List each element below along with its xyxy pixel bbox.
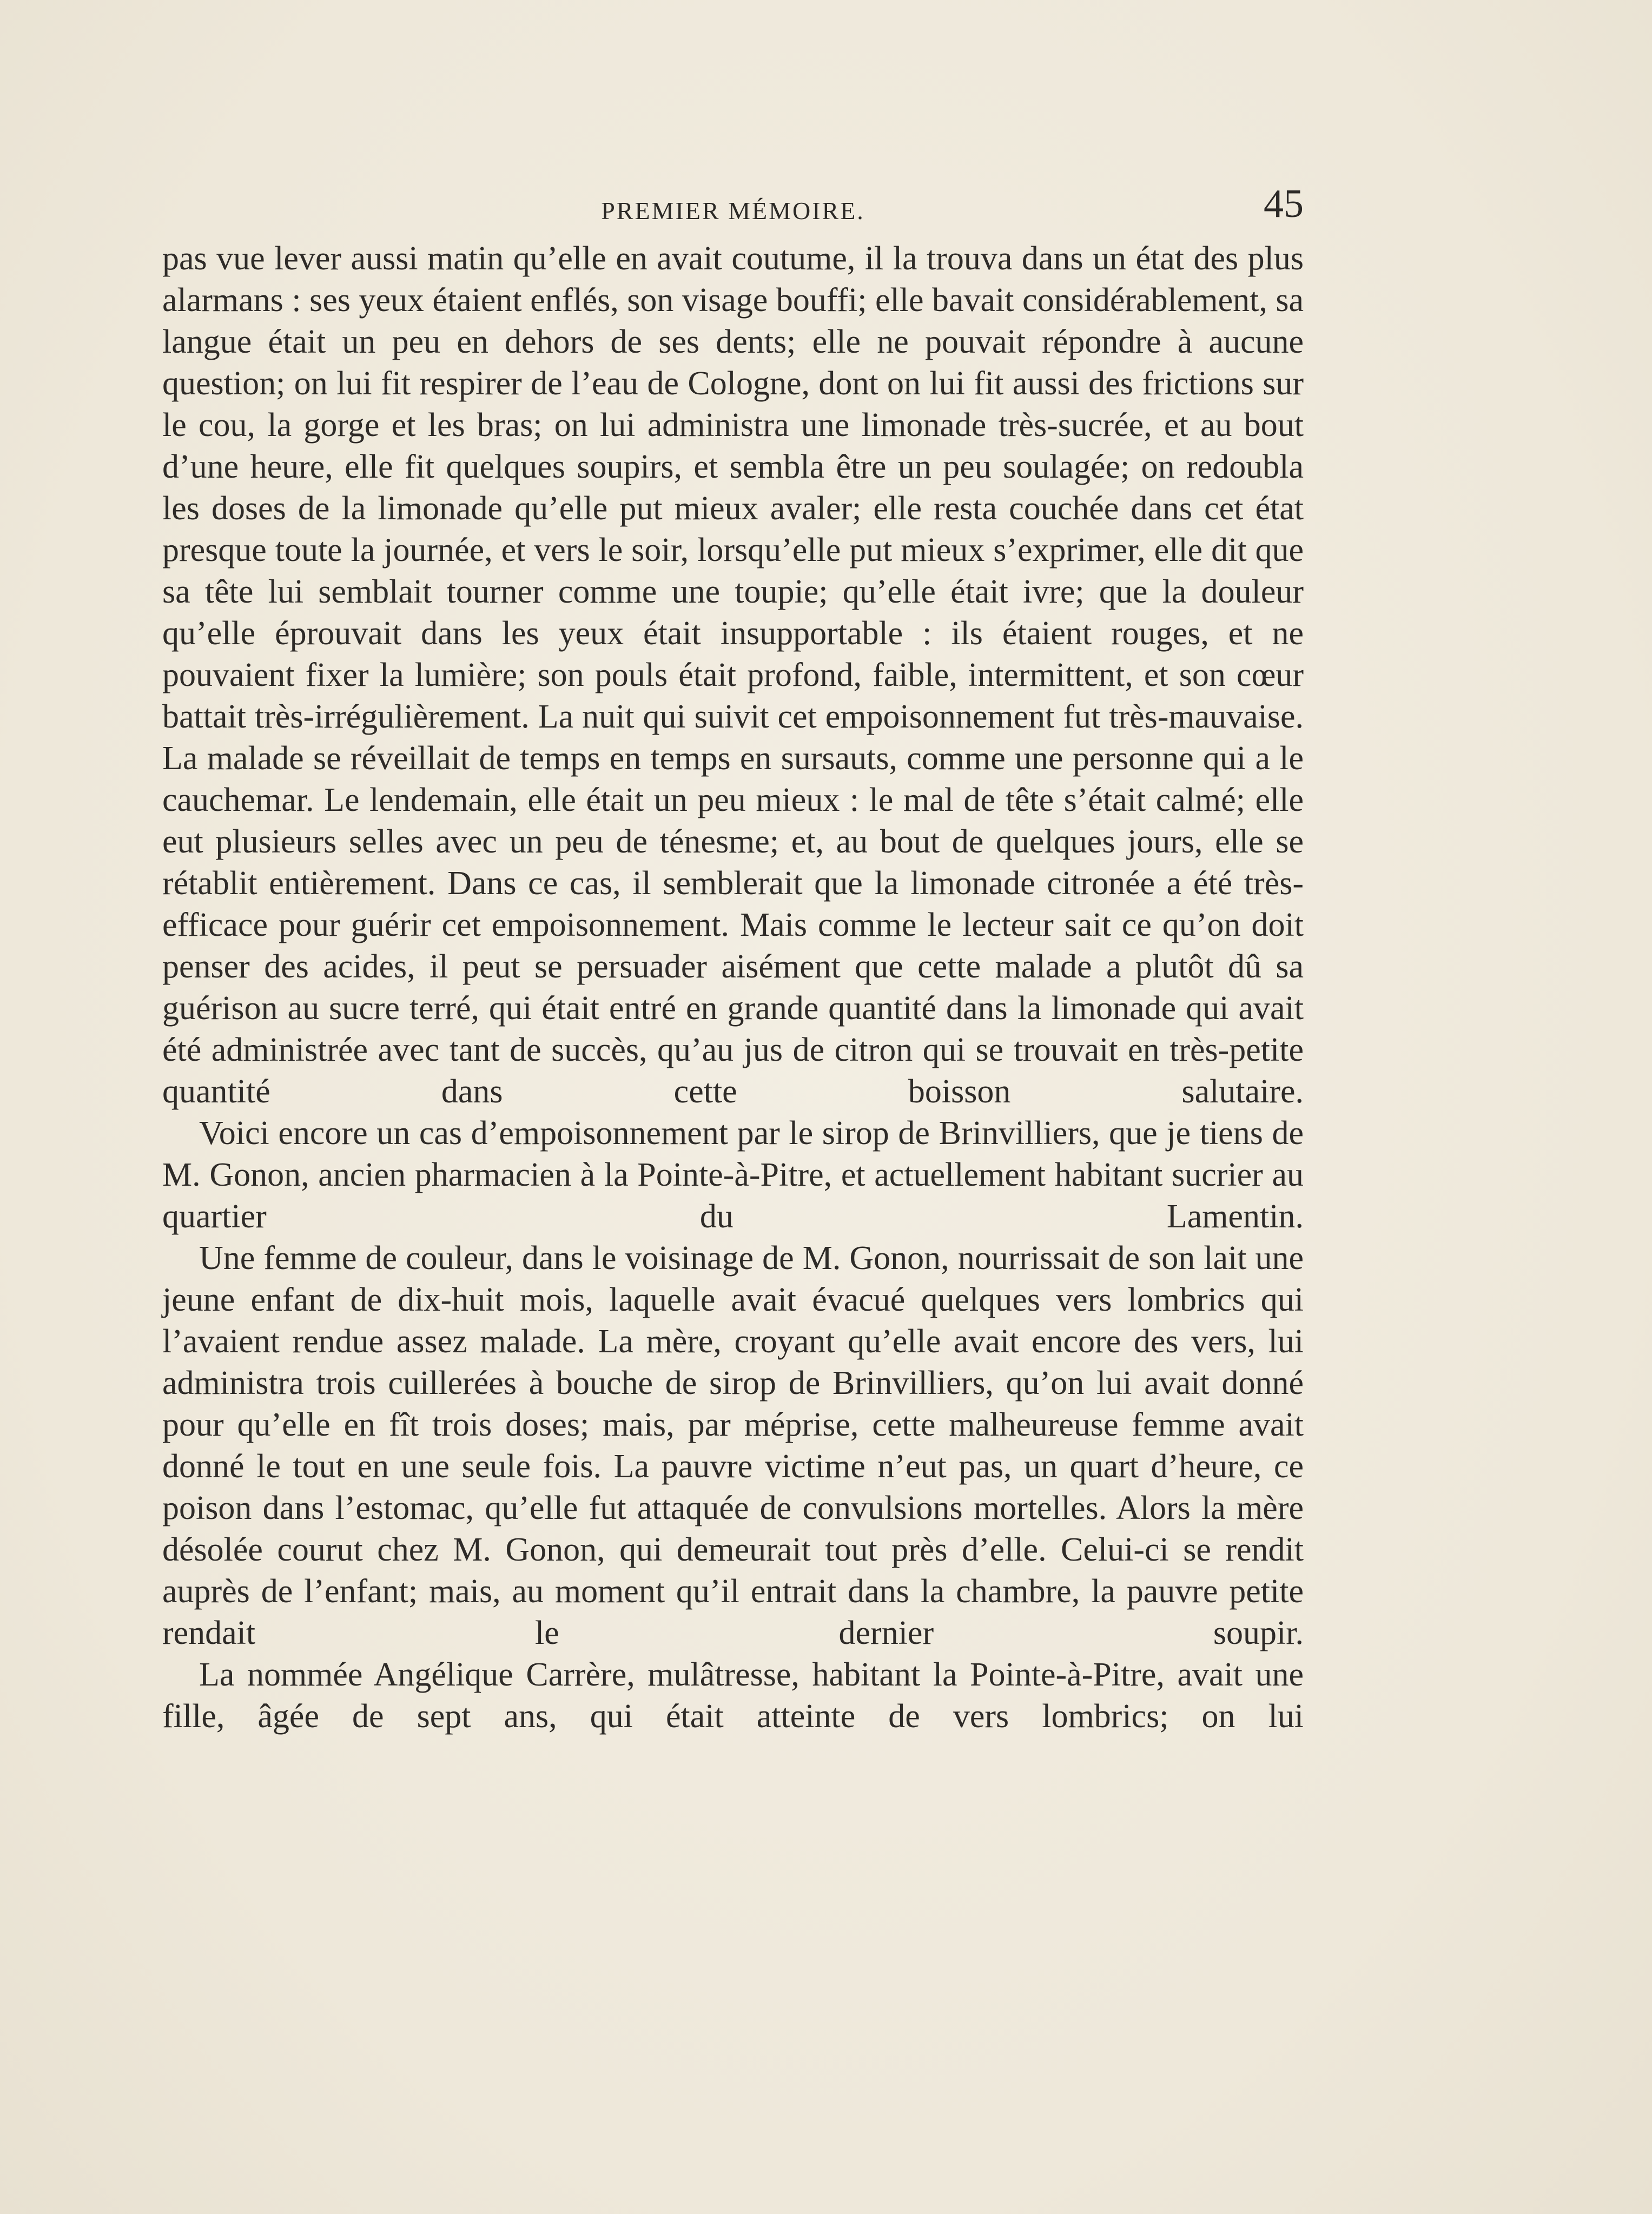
paragraph-child-case: Une femme de couleur, dans le voisinage de M. Gonon, nourrissait de son lait une jeune enfant de dix-huit mois, laquelle avait évacué quelques vers lombrics qui l’avaient rendue assez malade. La mère, croyant qu’elle avait encore des vers, lui administra trois cuillerées à bouche de sirop de Brinvilliers, qu’on lui avait donné pour qu’elle en fît trois doses; mais, par méprise, cette malheureuse femme avait donné le tout en une seule fois. La pauvre victime n’eut pas, un quart d’heure, ce poison dans l’estomac, qu’elle fut attaquée de convulsions mortelles. Alors la mère désolée courut chez M. Gonon, qui demeurait tout près d’elle. Celui-ci se rendit auprès de l’enfant; mais, au moment qu’il entrait dans la chambre, la pauvre petite rendait le dernier soupir. (162, 1240, 1304, 1651)
running-title: PREMIER MÉMOIRE. (601, 197, 865, 224)
page-number: 45 (1264, 182, 1304, 226)
paragraph-continuation: pas vue lever aussi matin qu’elle en avait coutume, il la trouva dans un état des plus alarmans : ses yeux étaient enflés, son visage bouffi; elle bavait considérablement, sa langue était un peu en dehors de ses dents; elle ne pouvait répondre à aucune question; on lui fit respirer de l’eau de Cologne, dont on lui fit aussi des frictions sur le cou, la gorge et les bras; on lui administra une limonade très-sucrée, et au bout d’une heure, elle fit quelques soupirs, et sembla être un peu soulagée; on redoubla les doses de la limonade qu’elle put mieux avaler; elle resta couchée dans cet état presque toute la journée, et vers le soir, lorsqu’elle put mieux s’exprimer, elle dit que sa tête lui semblait tourner comme une toupie; qu’elle était ivre; que la douleur qu’elle éprouvait dans les yeux était insupportable : ils étaient rouges, et ne pouvaient fixer la lumière; son pouls était profond, faible, intermittent, et son cœur battait très-irrégulièrement. La nuit qui suivit cet empoisonnement fut très-mauvaise. La malade se réveillait de temps en temps en sursauts, comme une personne qui a le cauchemar. Le lendemain, elle était un peu mieux : le mal de tête s’était calmé; elle eut plusieurs selles avec un peu de ténesme; et, au bout de quelques jours, elle se rétablit entièrement. Dans ce cas, il semblerait que la limonade citronée a été très-efficace pour guérir cet empoisonnement. Mais comme le lecteur sait ce qu’on doit penser des acides, il peut se persuader aisément que cette malade a plutôt dû sa guérison au sucre terré, qui était entré en grande quantité dans la limonade qui avait été administrée avec tant de succès, qu’au jus de citron qui se trouvait en très-petite quantité dans cette boisson salutaire. (162, 240, 1304, 1110)
paragraph-angelique-case: La nommée Angélique Carrère, mulâtresse, habitant la Pointe-à-Pitre, avait une fille, âgée de sept ans, qui était atteinte de vers lombrics; on lui (162, 1656, 1304, 1735)
paragraph-gonon-case: Voici encore un cas d’empoisonnement par le sirop de Brinvilliers, que je tiens de M. Gonon, ancien pharmacien à la Pointe-à-Pitre, et actuellement habitant sucrier au quartier du Lamentin. (162, 1115, 1304, 1235)
page-header (162, 181, 1304, 241)
body-text (162, 238, 1304, 1737)
